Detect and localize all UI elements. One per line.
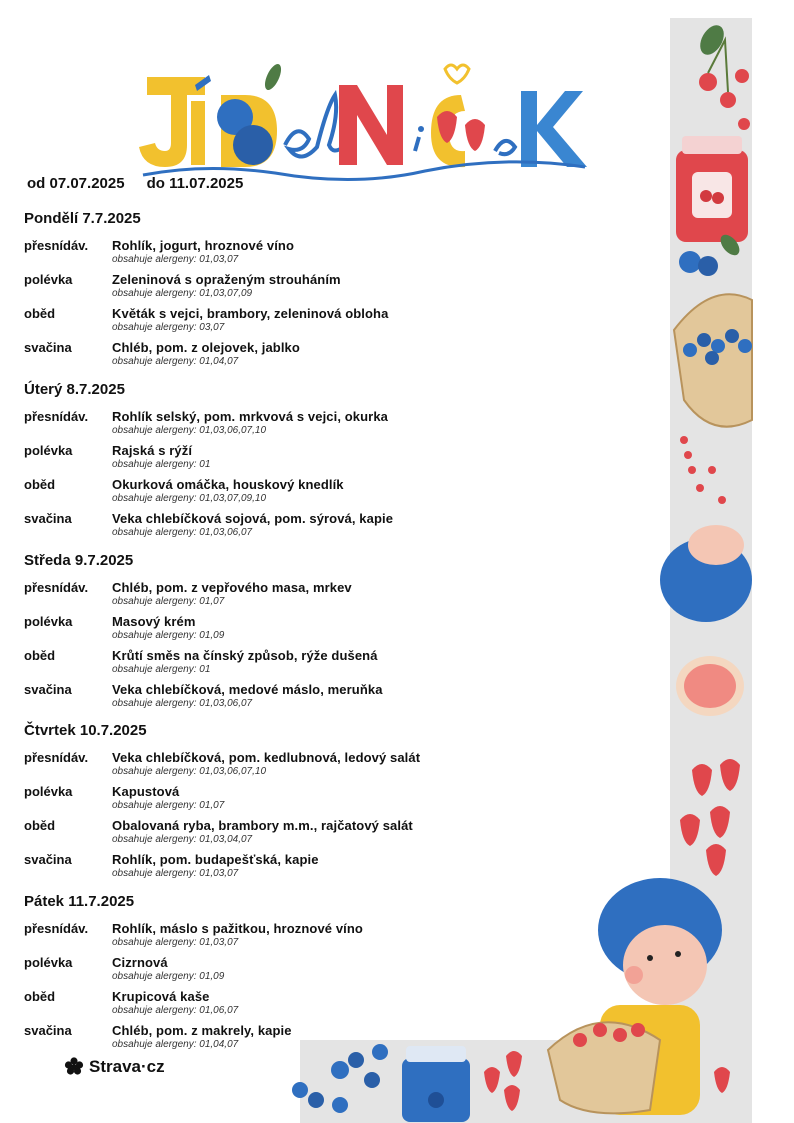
meal-label: polévka	[24, 614, 73, 629]
strava-logo-icon	[64, 1057, 84, 1077]
meal-label: svačina	[24, 340, 72, 355]
meal-text: Kapustová	[112, 784, 180, 799]
strava-brand	[64, 1057, 165, 1077]
meal-label: polévka	[24, 272, 73, 287]
allergen-note: obsahuje alergeny: 01,03,06,07,10	[112, 766, 267, 777]
meal-text: Rohlík, pom. budapešťská, kapie	[112, 852, 319, 867]
meal-text: Zeleninová s opraženým strouháním	[112, 272, 341, 287]
date-from: od 07.07.2025	[27, 175, 125, 192]
allergen-note: obsahuje alergeny: 01,03,06,07,10	[112, 425, 267, 436]
meal-label: svačina	[24, 1023, 72, 1038]
blueberry-cluster-illustration	[292, 1044, 388, 1113]
allergen-note: obsahuje alergeny: 01	[112, 664, 211, 675]
allergen-note: obsahuje alergeny: 01	[112, 459, 211, 470]
meal-text: Obalovaná ryba, brambory m.m., rajčatový salát	[112, 818, 413, 833]
strava-label: Strava·cz	[89, 1057, 165, 1076]
girl-peeking-illustration	[660, 525, 752, 622]
date-range	[27, 175, 243, 192]
meal-label: oběd	[24, 648, 56, 663]
allergen-note: obsahuje alergeny: 01,04,07	[112, 1039, 239, 1050]
meal-text: Cizrnová	[112, 955, 168, 970]
meal-text: Veka chlebíčková, pom. kedlubnová, ledový salát	[112, 750, 421, 765]
meal-text: Rohlík, jogurt, hroznové víno	[112, 238, 295, 253]
meal-label: přesnídáv.	[24, 750, 89, 765]
meal-text: Veka chlebíčková sojová, pom. sýrová, kapie	[112, 511, 394, 526]
allergen-note: obsahuje alergeny: 01,03,04,07	[112, 834, 253, 845]
meal-label: přesnídáv.	[24, 580, 89, 595]
allergen-note: obsahuje alergeny: 01,03,06,07	[112, 698, 253, 709]
cherries-illustration	[695, 21, 750, 130]
meal-label: polévka	[24, 784, 73, 799]
meal-label: polévka	[24, 443, 73, 458]
day-title: Úterý 8.7.2025	[24, 381, 125, 398]
allergen-note: obsahuje alergeny: 01,03,06,07	[112, 527, 253, 538]
meal-text: Rohlík, máslo s pažitkou, hroznové víno	[112, 921, 363, 936]
allergen-note: obsahuje alergeny: 01,03,07,09	[112, 288, 253, 299]
meal-text: Chléb, pom. z olejovek, jablko	[112, 340, 300, 355]
meal-label: svačina	[24, 511, 72, 526]
meal-label: přesnídáv.	[24, 409, 89, 424]
meal-label: svačina	[24, 682, 72, 697]
strawberries-illustration	[680, 759, 740, 876]
meal-label: polévka	[24, 955, 73, 970]
jam-jar-illustration	[676, 136, 748, 242]
jidelnicek-logo	[125, 55, 595, 195]
meal-label: oběd	[24, 477, 56, 492]
meal-text: Květák s vejci, brambory, zeleninová obloha	[112, 306, 389, 321]
meal-label: oběd	[24, 989, 56, 1004]
meal-text: Veka chlebíčková, medové máslo, meruňka	[112, 682, 383, 697]
date-to: do 11.07.2025	[146, 175, 244, 192]
allergen-note: obsahuje alergeny: 01,03,07	[112, 254, 239, 265]
allergen-note: obsahuje alergeny: 01,03,07	[112, 937, 239, 948]
day-title: Čtvrtek 10.7.2025	[24, 722, 147, 739]
meal-label: přesnídáv.	[24, 238, 89, 253]
meal-text: Chléb, pom. z vepřového masa, mrkev	[112, 580, 352, 595]
meal-text: Chléb, pom. z makrely, kapie	[112, 1023, 292, 1038]
allergen-note: obsahuje alergeny: 01,07	[112, 596, 225, 607]
day-title: Pátek 11.7.2025	[24, 893, 135, 910]
allergen-note: obsahuje alergeny: 01,04,07	[112, 356, 239, 367]
meal-label: oběd	[24, 306, 56, 321]
blueberry-basket-illustration	[674, 294, 752, 426]
blueberry-jar-illustration	[402, 1046, 470, 1122]
meal-label: oběd	[24, 818, 56, 833]
allergen-note: obsahuje alergeny: 01,07	[112, 800, 225, 811]
allergen-note: obsahuje alergeny: 01,09	[112, 630, 225, 641]
allergen-note: obsahuje alergeny: 01,06,07	[112, 1005, 239, 1016]
allergen-note: obsahuje alergeny: 03,07	[112, 322, 225, 333]
meal-text: Krupicová kaše	[112, 989, 210, 1004]
allergen-note: obsahuje alergeny: 01,03,07	[112, 868, 239, 879]
meal-label: svačina	[24, 852, 72, 867]
meal-text: Masový krém	[112, 614, 196, 629]
day-title: Středa 9.7.2025	[24, 552, 134, 569]
meal-text: Rohlík selský, pom. mrkvová s vejci, okurka	[112, 409, 388, 424]
allergen-note: obsahuje alergeny: 01,09	[112, 971, 225, 982]
meal-text: Okurková omáčka, houskový knedlík	[112, 477, 344, 492]
grapefruit-illustration	[676, 656, 744, 716]
day-title: Pondělí 7.7.2025	[24, 210, 141, 227]
meal-label: přesnídáv.	[24, 921, 89, 936]
allergen-note: obsahuje alergeny: 01,03,07,09,10	[112, 493, 267, 504]
meal-text: Krůtí směs na čínský způsob, rýže dušená	[112, 648, 378, 663]
currants-illustration	[680, 436, 726, 504]
meal-text: Rajská s rýží	[112, 443, 193, 458]
girl-with-basket-illustration	[548, 878, 722, 1115]
